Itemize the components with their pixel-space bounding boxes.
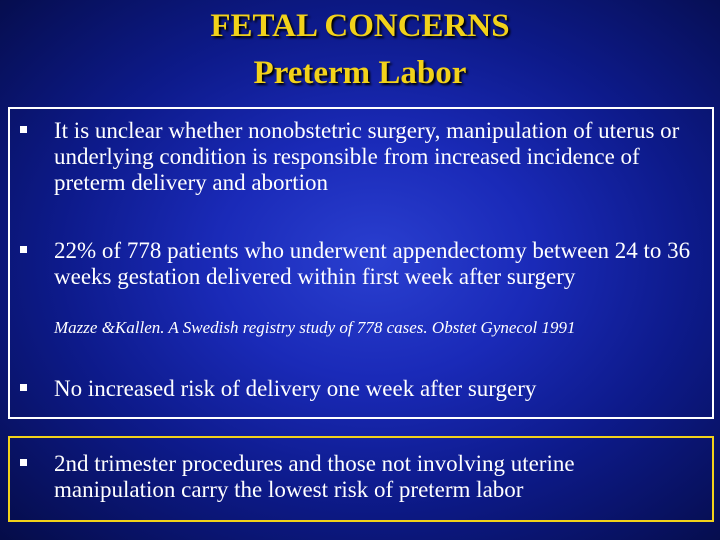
citation: Mazze &Kallen. A Swedish registry study of 778 cases. Obstet Gynecol 1991 <box>54 318 576 337</box>
bullet-item <box>20 376 700 402</box>
slide-title: FETAL CONCERNS <box>210 8 510 44</box>
slide-subtitle: Preterm Labor <box>253 55 467 91</box>
bullet-text: It is unclear whether nonobstetric surgery, manipulation of uterus or underlying condition is responsible from increased incidence of preterm delivery and abortion <box>54 118 680 195</box>
square-bullet-icon <box>20 384 27 391</box>
bullet-text: 2nd trimester procedures and those not involving uterine manipulation carry the lowest risk of preterm labor <box>54 451 575 502</box>
square-bullet-icon <box>20 126 27 133</box>
bullet-item <box>20 118 700 196</box>
square-bullet-icon <box>20 459 27 466</box>
square-bullet-icon <box>20 246 27 253</box>
bullet-text: No increased risk of delivery one week after surgery <box>54 376 537 401</box>
bullet-text: 22% of 778 patients who underwent appendectomy between 24 to 36 weeks gestation delivered within first week after surgery <box>54 238 691 289</box>
bullet-item <box>20 451 700 503</box>
bullet-item <box>20 238 700 290</box>
